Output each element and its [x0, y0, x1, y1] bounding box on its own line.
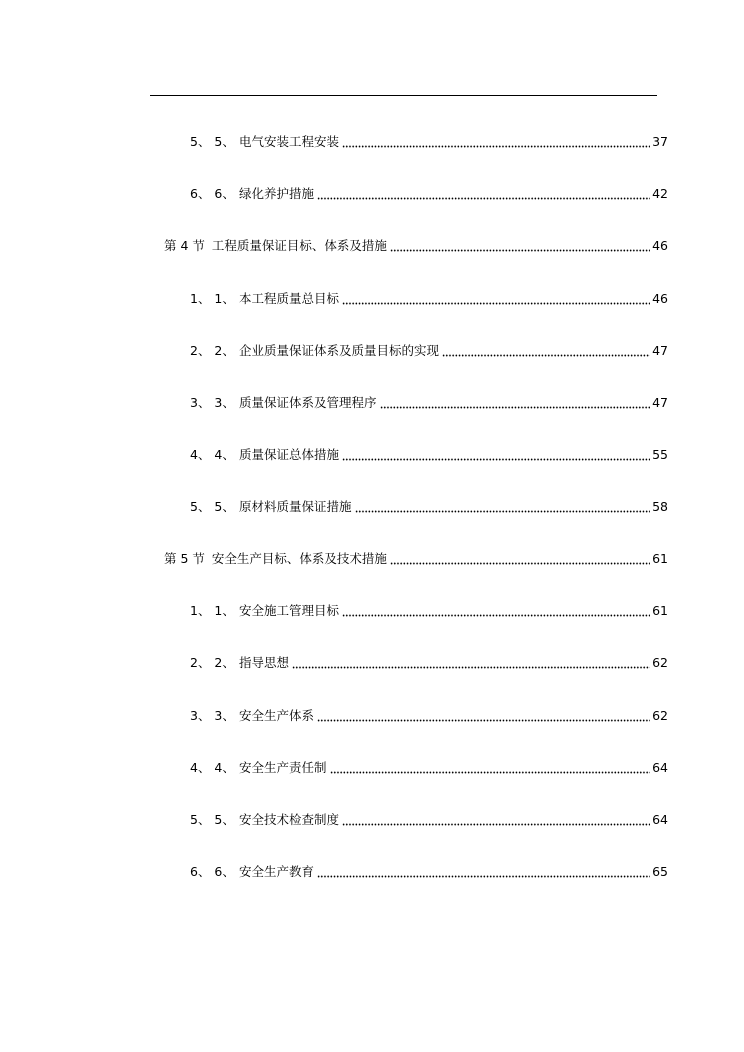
- dot-leader: [330, 760, 651, 774]
- toc-entry-page: 62: [652, 708, 668, 723]
- toc-entry-title: 质量保证总体措施: [239, 447, 340, 462]
- toc-entry-page: 65: [652, 864, 668, 879]
- toc-entry-number: 3、 3、: [190, 708, 235, 723]
- toc-entry[interactable]: [190, 702, 668, 724]
- dot-leader: [442, 343, 650, 357]
- toc-entry-page: 61: [652, 603, 668, 618]
- toc-entry-page: 61: [652, 551, 668, 566]
- toc-entry-title: 原材料质量保证措施: [239, 499, 352, 514]
- toc-section-number: 第 5 节: [164, 551, 205, 566]
- dot-leader: [342, 291, 650, 305]
- toc-entry-number: 5、 5、: [190, 499, 235, 514]
- toc-entry-number: 2、 2、: [190, 655, 235, 670]
- toc-entry-title: 指导思想: [239, 655, 290, 670]
- dot-leader: [317, 708, 650, 722]
- dot-leader: [317, 864, 650, 878]
- toc-entry-number: 1、 1、: [190, 291, 235, 306]
- toc-entry-title: 安全生产教育: [239, 864, 315, 879]
- toc-entry[interactable]: [190, 754, 668, 776]
- toc-entry[interactable]: [190, 180, 668, 202]
- dot-leader: [342, 812, 650, 826]
- toc-entry-title: 安全生产责任制: [239, 760, 327, 775]
- toc-entry-page: 37: [652, 134, 668, 149]
- dot-leader: [380, 395, 651, 409]
- dot-leader: [342, 134, 650, 148]
- toc-entry[interactable]: [190, 858, 668, 880]
- toc-entry[interactable]: [190, 337, 668, 359]
- toc-entry-title: 安全施工管理目标: [239, 603, 340, 618]
- toc-entry[interactable]: [190, 128, 668, 150]
- toc-entry-page: 47: [652, 343, 668, 358]
- toc-entry-page: 46: [652, 291, 668, 306]
- dot-leader: [342, 603, 650, 617]
- dot-leader: [390, 551, 650, 565]
- toc-entry-number: 1、 1、: [190, 603, 235, 618]
- toc-section-number: 第 4 节: [164, 238, 205, 253]
- dot-leader: [355, 499, 651, 513]
- toc-entry-page: 47: [652, 395, 668, 410]
- toc-entry-page: 46: [652, 238, 668, 253]
- toc-entry-number: 6、 6、: [190, 186, 235, 201]
- toc-entry-page: 64: [652, 760, 668, 775]
- dot-leader: [342, 447, 650, 461]
- toc-entry-page: 42: [652, 186, 668, 201]
- toc-entry-number: 4、 4、: [190, 760, 235, 775]
- toc-entry[interactable]: [190, 441, 668, 463]
- toc-entry-number: 5、 5、: [190, 134, 235, 149]
- toc-entry-title: 绿化养护措施: [239, 186, 315, 201]
- toc-section-entry[interactable]: [164, 232, 668, 254]
- toc-entry-title: 电气安装工程安装: [239, 134, 340, 149]
- toc-entry-page: 55: [652, 447, 668, 462]
- toc-entry-page: 64: [652, 812, 668, 827]
- toc-section-entry[interactable]: [164, 545, 668, 567]
- toc-entry[interactable]: [190, 597, 668, 619]
- toc-entry-title: 安全生产体系: [239, 708, 315, 723]
- toc-entry[interactable]: [190, 806, 668, 828]
- dot-leader: [390, 238, 650, 252]
- toc-entry-title: 安全技术检查制度: [239, 812, 340, 827]
- toc-entry[interactable]: [190, 285, 668, 307]
- toc-entry-page: 62: [652, 655, 668, 670]
- toc-entry-title: 企业质量保证体系及质量目标的实现: [239, 343, 440, 358]
- dot-leader: [292, 655, 650, 669]
- toc-entry-number: 4、 4、: [190, 447, 235, 462]
- toc-entry-title: 本工程质量总目标: [239, 291, 340, 306]
- header-rule: [150, 95, 657, 96]
- toc-entry-number: 3、 3、: [190, 395, 235, 410]
- dot-leader: [317, 186, 650, 200]
- toc-entry[interactable]: [190, 649, 668, 671]
- toc-entry[interactable]: [190, 389, 668, 411]
- toc-entry-number: 2、 2、: [190, 343, 235, 358]
- toc-entry-number: 5、 5、: [190, 812, 235, 827]
- toc-entry-title: 质量保证体系及管理程序: [239, 395, 377, 410]
- toc-entry[interactable]: [190, 493, 668, 515]
- toc-entry-page: 58: [652, 499, 668, 514]
- toc-entry-title: 安全生产目标、体系及技术措施: [211, 551, 387, 566]
- toc-entry-title: 工程质量保证目标、体系及措施: [211, 238, 387, 253]
- toc-entry-number: 6、 6、: [190, 864, 235, 879]
